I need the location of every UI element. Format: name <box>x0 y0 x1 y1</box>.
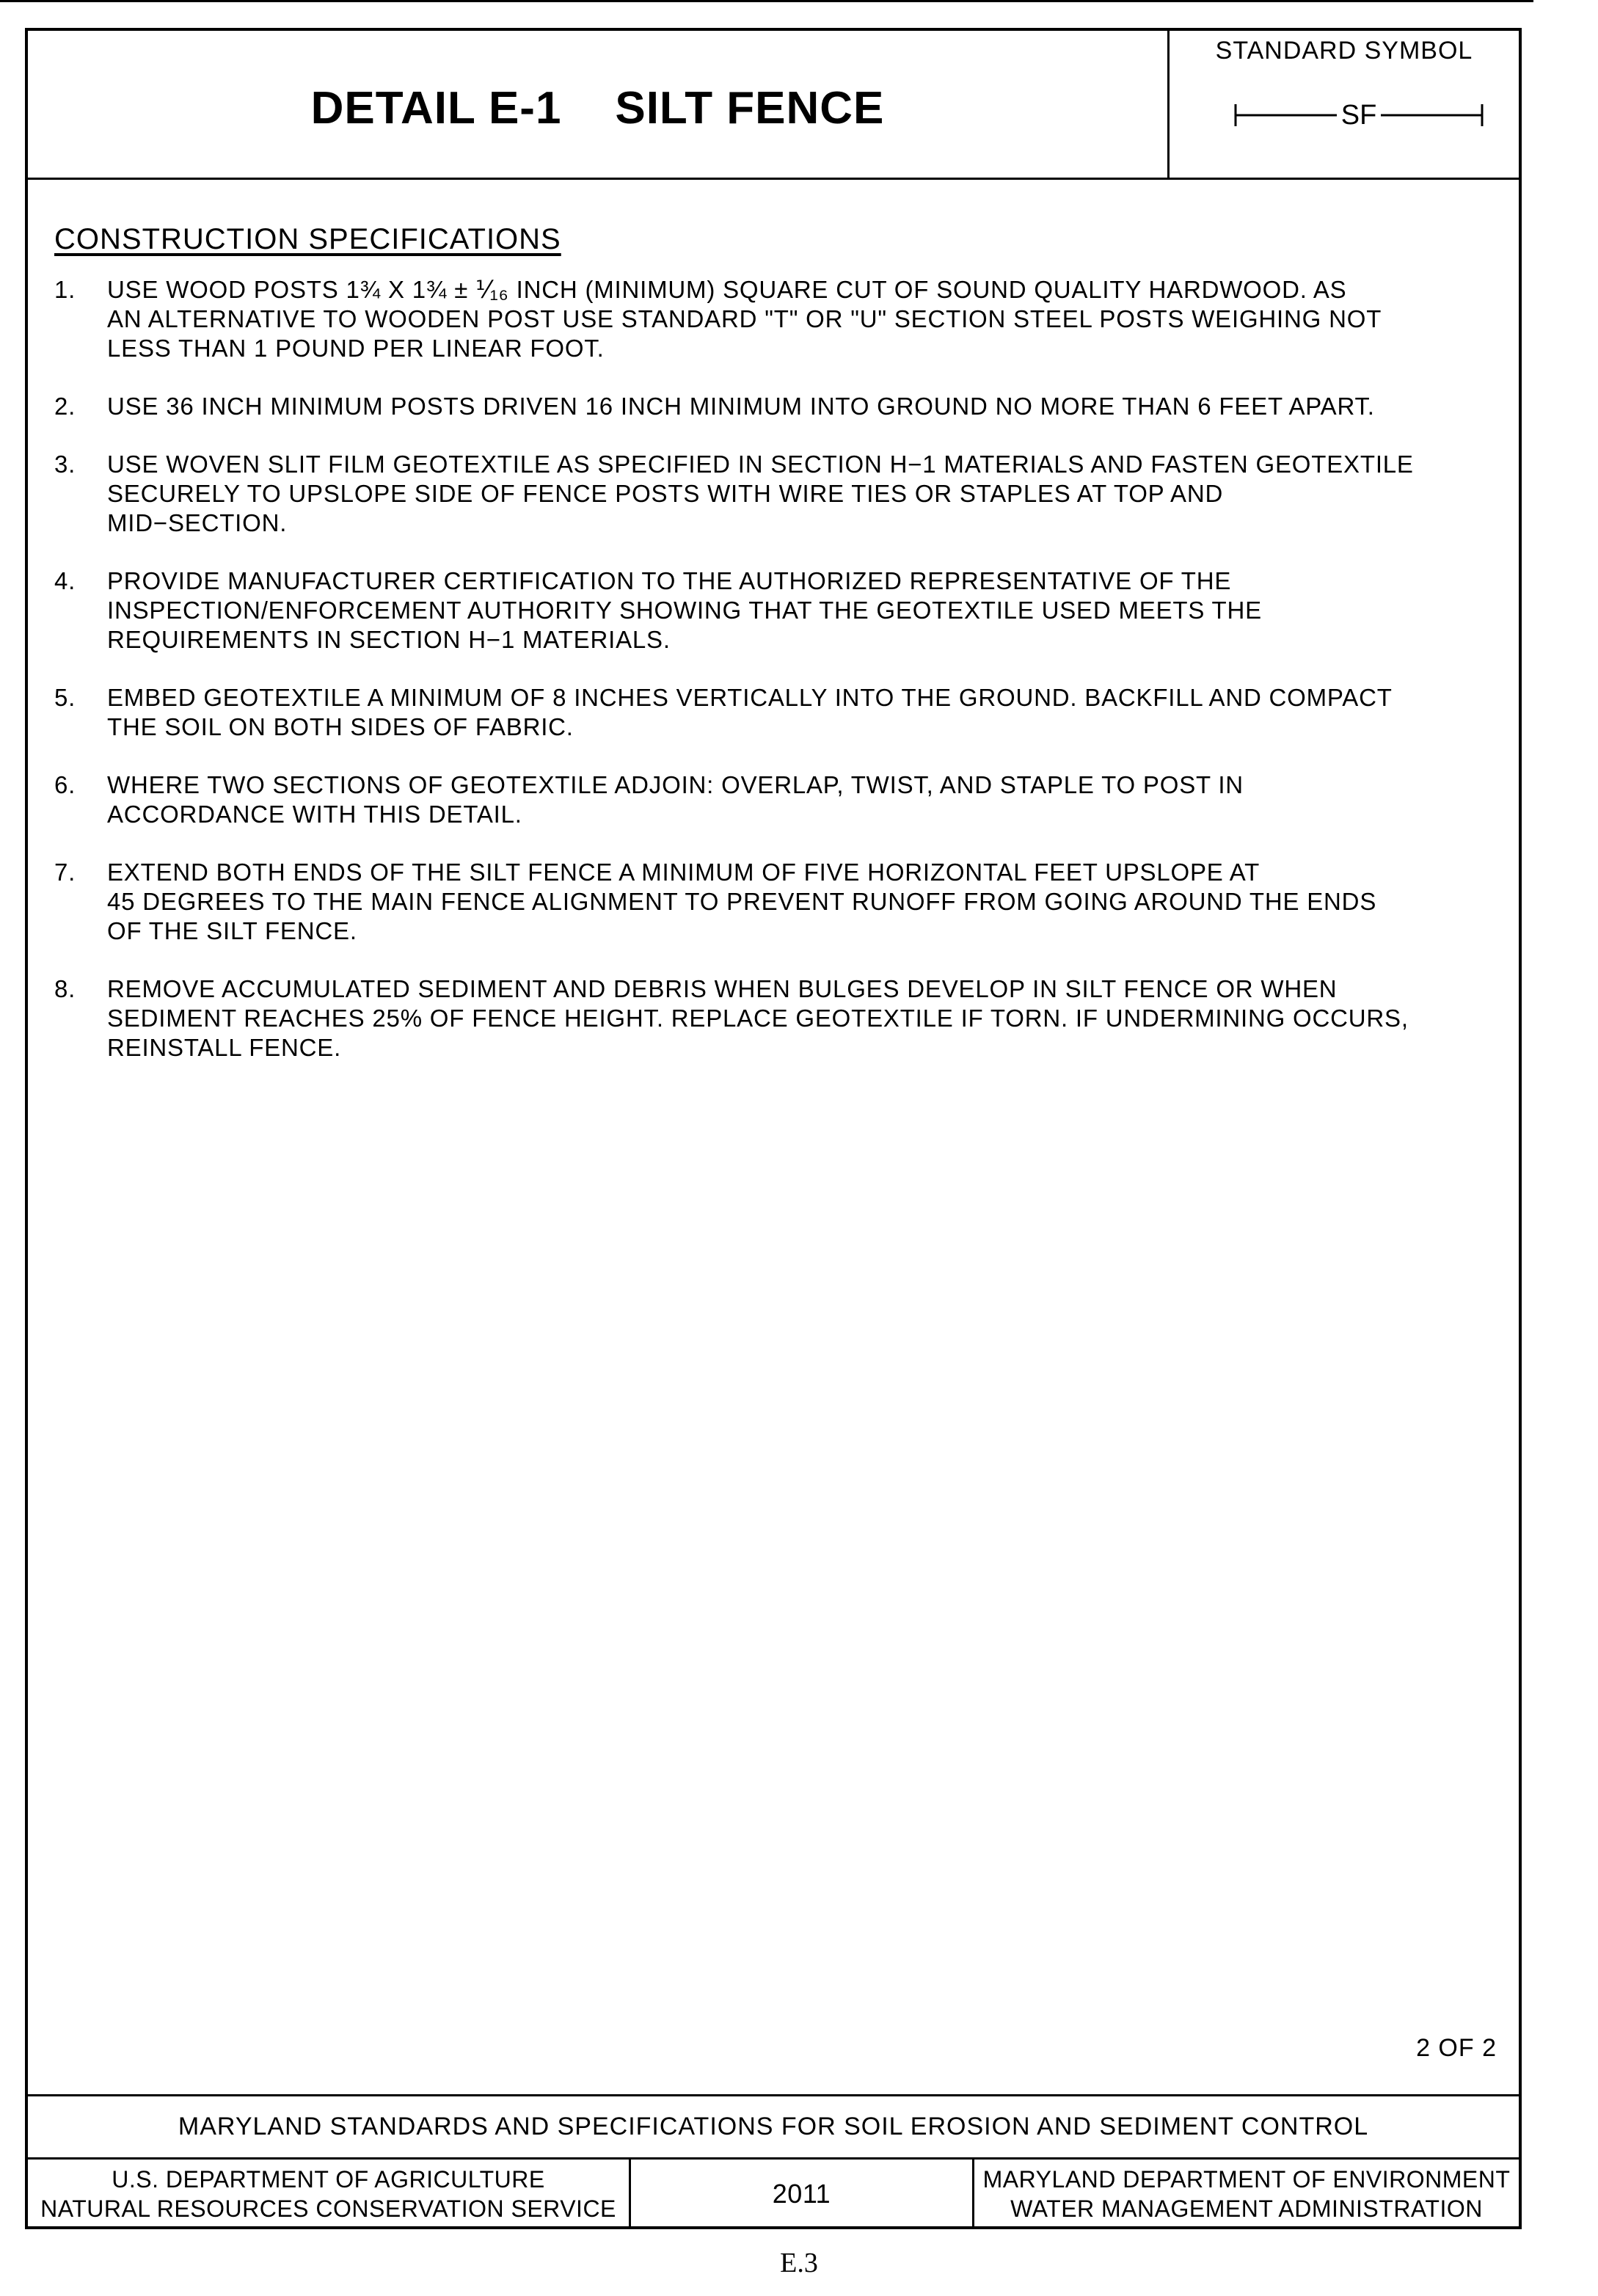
specification-text: USE WOOD POSTS 1¾ X 1¾ ± ⅟₁₆ INCH (MINIMUM) SQUARE CUT OF SOUND QUALITY HARDWOOD. AS AN ALTERNATIVE TO WOODEN POST USE STANDARD "T" OR "U" SECTION STEEL POSTS WEIGHING NOT LESS THAN 1 POUND PER LINEAR FOOT. <box>107 276 1382 362</box>
specification-item <box>54 392 1514 421</box>
specification-item <box>54 974 1514 1063</box>
specification-text: EMBED GEOTEXTILE A MINIMUM OF 8 INCHES VERTICALLY INTO THE GROUND. BACKFILL AND COMPACT THE SOIL ON BOTH SIDES OF FABRIC. <box>107 684 1393 740</box>
title-block <box>28 31 1170 180</box>
specification-item <box>54 770 1514 829</box>
footer-usda-line1: U.S. DEPARTMENT OF AGRICULTURE <box>112 2166 545 2193</box>
specification-number: 7. <box>54 859 76 886</box>
footer-mde-cell <box>974 2160 1519 2228</box>
specification-item <box>54 450 1514 538</box>
construction-specifications <box>54 223 1514 1091</box>
footer-year: 2011 <box>772 2179 831 2209</box>
specification-item <box>54 858 1514 946</box>
footer-standards-title: MARYLAND STANDARDS AND SPECIFICATIONS FOR SOIL EROSION AND SEDIMENT CONTROL <box>28 2096 1519 2160</box>
specification-list <box>54 275 1514 1063</box>
specification-text: PROVIDE MANUFACTURER CERTIFICATION TO THE AUTHORIZED REPRESENTATIVE OF THE INSPECTION/ENFORCEMENT AUTHORITY SHOWING THAT THE GEOTEXTILE USED MEETS THE REQUIREMENTS IN SECTION H−1 MATERIALS. <box>107 567 1262 653</box>
standard-symbol-block <box>1170 31 1519 180</box>
standard-symbol-label: STANDARD SYMBOL <box>1215 37 1473 65</box>
specification-text: WHERE TWO SECTIONS OF GEOTEXTILE ADJOIN: OVERLAP, TWIST, AND STAPLE TO POST IN ACCORDANCE WITH THIS DETAIL. <box>107 771 1244 828</box>
specification-text: USE 36 INCH MINIMUM POSTS DRIVEN 16 INCH MINIMUM INTO GROUND NO MORE THAN 6 FEET APART. <box>107 393 1375 420</box>
specification-number: 4. <box>54 567 76 594</box>
footer-usda-cell <box>28 2160 631 2228</box>
specifications-heading: CONSTRUCTION SPECIFICATIONS <box>54 223 561 255</box>
footer-usda-line2: NATURAL RESOURCES CONSERVATION SERVICE <box>40 2195 616 2222</box>
footer-mde-line2: WATER MANAGEMENT ADMINISTRATION <box>1010 2195 1483 2222</box>
specification-number: 2. <box>54 393 76 420</box>
detail-sheet <box>25 28 1522 2229</box>
footer-block <box>28 2094 1519 2226</box>
specification-item <box>54 566 1514 655</box>
specification-text: USE WOVEN SLIT FILM GEOTEXTILE AS SPECIFIED IN SECTION H−1 MATERIALS AND FASTEN GEOTEXTILE SECURELY TO UPSLOPE SIDE OF FENCE POSTS WITH WIRE TIES OR STAPLES AT TOP AND MID−SECTION. <box>107 451 1414 536</box>
specification-item <box>54 275 1514 363</box>
page-number: E.3 <box>780 2248 818 2278</box>
footer-year-cell <box>631 2160 974 2228</box>
footer-mde-line1: MARYLAND DEPARTMENT OF ENVIRONMENT <box>982 2166 1511 2193</box>
specification-number: 8. <box>54 975 76 1002</box>
specification-text: EXTEND BOTH ENDS OF THE SILT FENCE A MINIMUM OF FIVE HORIZONTAL FEET UPSLOPE AT 45 DEGREES TO THE MAIN FENCE ALIGNMENT TO PREVENT RUNOFF FROM GOING AROUND THE ENDS OF THE SILT FENCE. <box>107 859 1377 944</box>
specification-item <box>54 683 1514 742</box>
top-rule <box>0 0 1533 2</box>
specification-number: 1. <box>54 276 76 303</box>
specification-number: 3. <box>54 451 76 478</box>
detail-title: DETAIL E-1 SILT FENCE <box>310 82 885 134</box>
specification-number: 6. <box>54 771 76 798</box>
sheet-count: 2 OF 2 <box>1416 2034 1497 2062</box>
specification-number: 5. <box>54 684 76 711</box>
symbol-text: SF <box>1340 100 1377 131</box>
silt-fence-symbol <box>1234 97 1484 134</box>
specification-text: REMOVE ACCUMULATED SEDIMENT AND DEBRIS WHEN BULGES DEVELOP IN SILT FENCE OR WHEN SEDIMENT REACHES 25% OF FENCE HEIGHT. REPLACE GEOTEXTILE IF TORN. IF UNDERMINING OCCURS, REINSTALL FENCE. <box>107 975 1409 1061</box>
